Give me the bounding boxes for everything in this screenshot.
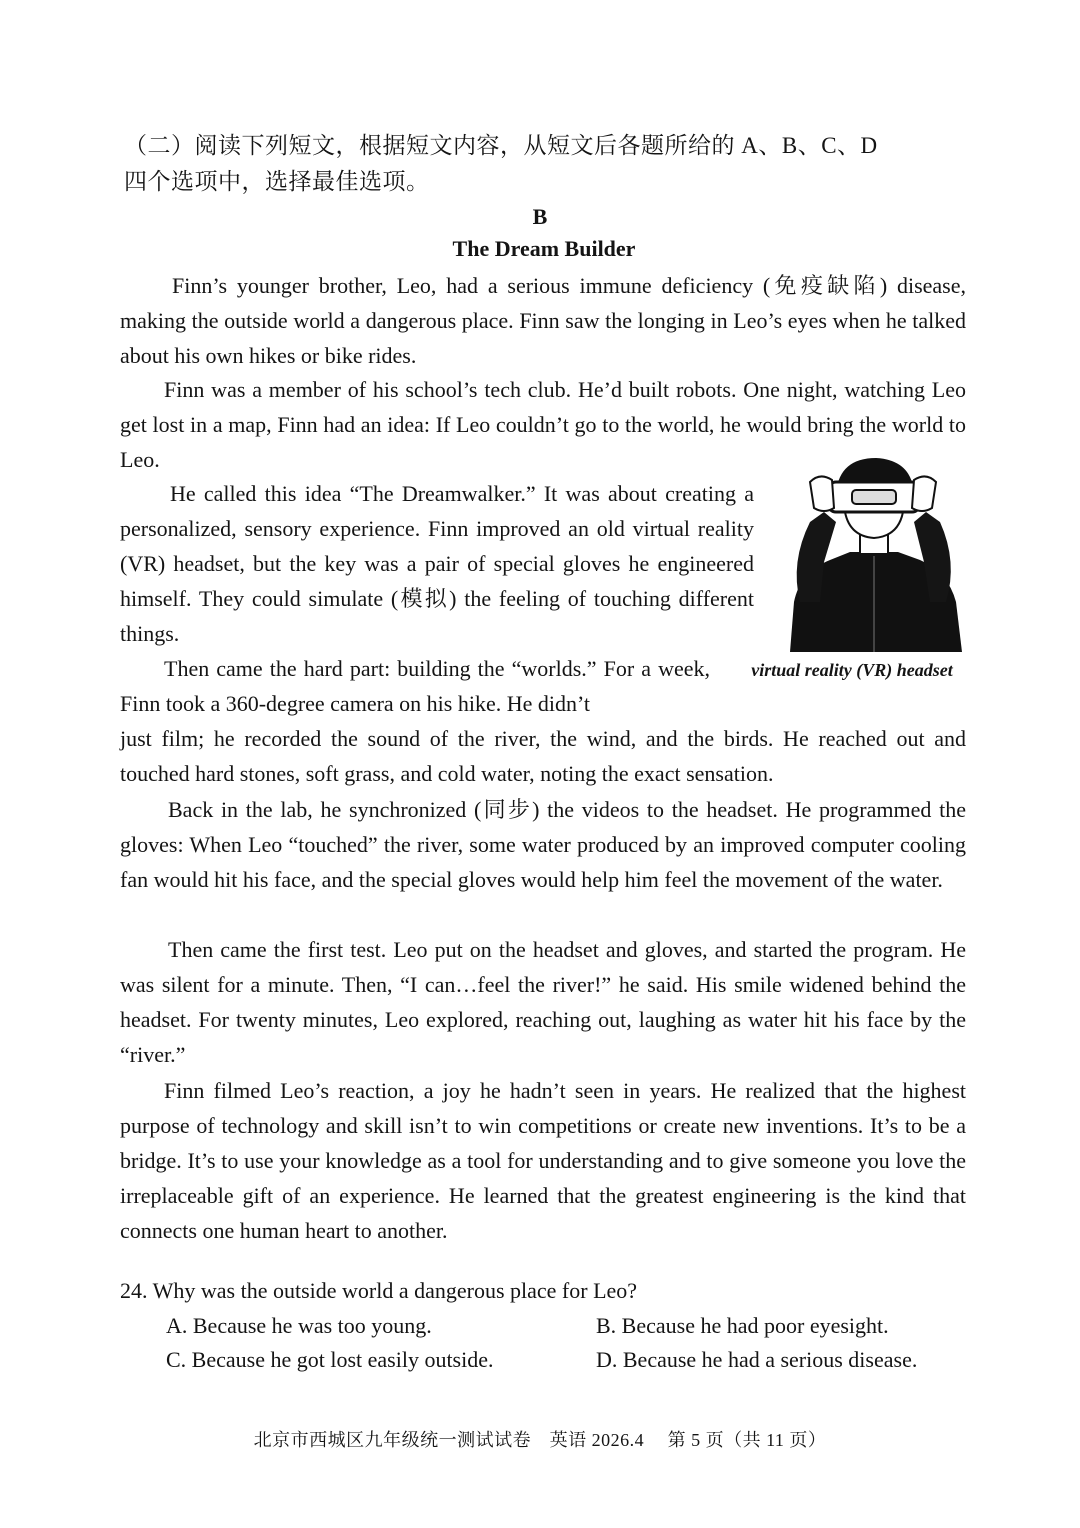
section-letter: B (532, 204, 548, 229)
vr-headset-figure (780, 452, 966, 652)
passage-title: The Dream Builder (452, 236, 636, 261)
question-24: 24. Why was the outside world a dangerous place for Leo? (120, 1278, 638, 1303)
option-d[interactable]: D. Because he had a serious disease. (596, 1347, 918, 1372)
paragraph-6 (120, 932, 966, 1072)
page-footer: 北京市西城区九年级统一测试试卷 英语 2026.4 第 5 页（共 11 页） (253, 1430, 827, 1450)
paragraph-4-start (120, 651, 710, 721)
section-instructions (124, 128, 964, 200)
figure-caption: virtual reality (VR) headset (751, 660, 953, 680)
paragraph-3 (120, 476, 754, 651)
paragraph-5-text: Back in the lab, he synchronized (同步) the videos to the headset. He programmed the gloves: When Leo “touched” the river, some water produced by an improved computer cooling fan would hit his face, and the special gloves would help him feel the movement of the water. (120, 797, 966, 892)
paragraph-1-text: Finn’s younger brother, Leo, had a serious immune deficiency (免疫缺陷) disease, making the outside world a dangerous place. Finn saw the longing in Leo’s eyes when he talked about his own hikes or bike rides. (120, 273, 966, 368)
paragraph-5 (120, 792, 966, 897)
paragraph-4-text-start: Then came the hard part: building the “worlds.” For a week, Finn took a 360-degree camera on his hike. He didn’t (120, 656, 710, 716)
option-c[interactable]: C. Because he got lost easily outside. (166, 1347, 494, 1372)
paragraph-7-text: Finn filmed Leo’s reaction, a joy he hadn’t seen in years. He realized that the highest purpose of technology and skill isn’t to win competitions or create new inventions. It’s to be a bridge. It’s to use your knowledge as a tool for understanding and to give someone you love the irreplaceable gift of an experience. He learned that the greatest engineering is the kind that connects one human heart to another. (120, 1078, 966, 1243)
person-wearing-vr-headset-icon (780, 452, 966, 652)
option-b[interactable]: B. Because he had poor eyesight. (596, 1313, 889, 1338)
instructions-line-2: 四个选项中，选择最佳选项。 (124, 169, 430, 194)
option-a[interactable]: A. Because he was too young. (166, 1313, 432, 1338)
paragraph-7 (120, 1073, 966, 1248)
instructions-line-1: （二）阅读下列短文，根据短文内容，从短文后各题所给的 A、B、C、D (124, 133, 878, 158)
paragraph-4-text-end: just film; he recorded the sound of the river, the wind, and the birds. He reached out and touched hard stones, soft grass, and cold water, noting the exact sensation. (120, 726, 966, 786)
paragraph-3-text: He called this idea “The Dreamwalker.” It was about creating a personalized, sensory experience. Finn improved an old virtual reality (VR) headset, but the key was a pair of special gloves he engineered himself. They could simulate (模拟) the feeling of touching different things. (120, 481, 754, 646)
paragraph-4-end (120, 721, 966, 791)
paragraph-6-text: Then came the first test. Leo put on the headset and gloves, and started the program. He was silent for a minute. Then, “I can…feel the river!” he said. His smile widened behind the headset. For twenty minutes, Leo explored, reaching out, laughing as water hit his face by the “river.” (120, 937, 966, 1067)
paragraph-1 (120, 268, 966, 373)
paragraph-2-text: Finn was a member of his school’s tech club. He’d built robots. One night, watching Leo get lost in a map, Finn had an idea: If Leo couldn’t go to the world, he would bring the world to Leo. (120, 377, 966, 472)
